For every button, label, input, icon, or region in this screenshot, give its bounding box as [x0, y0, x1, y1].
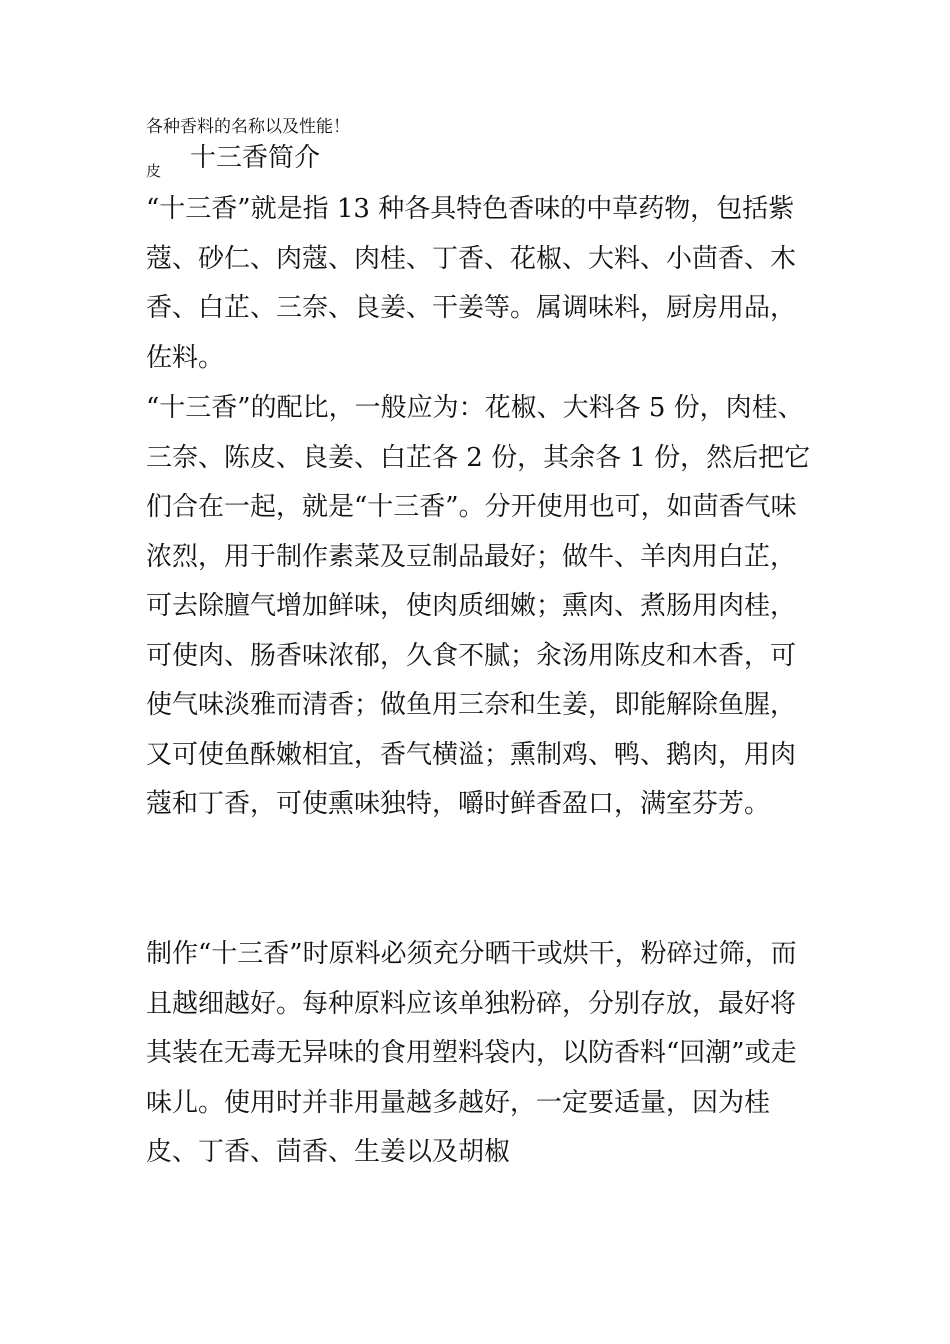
paragraph-intro: “十三香”就是指 13 种各具特色香味的中草药物，包括紫蔻、砂仁、肉蔻、肉桂、丁香、花椒、大料、小茴香、木香、白芷、三奈、良姜、干姜等。属调味料，厨房用品，佐料。 — [146, 194, 797, 373]
paragraph-ratio: “十三香”的配比，一般应为：花椒、大料各 5 份，肉桂、三奈、陈皮、良姜、白芷各 2 份，其余各 1 份，然后把它们合在一起，就是“十三香”。分开使用也可，如茴香气味浓烈，用于制作素菜及豆制品最好；做牛、羊肉用白芷，可去除膻气增加鲜味，使肉质细嫩；熏肉、煮肠用肉桂，可使肉、肠香味浓郁，久食不腻；汆汤用陈皮和木香，可使气味淡雅而清香；做鱼用三奈和生姜，即能解除鱼腥，又可使鱼酥嫩相宜，香气横溢；熏制鸡、鸭、鹅肉，用肉蔻和丁香，可使熏味独特，嚼时鲜香盈口，满室芬芳。 — [146, 393, 811, 819]
section-title: 十三香简介 — [190, 143, 321, 173]
paragraph-preparation: 制作“十三香”时原料必须充分晒干或烘干，粉碎过筛，而且越细越好。每种原料应该单独粉碎，分别存放，最好将其装在无毒无异味的食用塑料袋内，以防香料“回潮”或走味儿。使用时并非用量越多越好，一定要适量，因为桂皮、丁香、茴香、生姜以及胡椒 — [146, 939, 797, 1167]
document-title: 各种香料的名称以及性能！ — [146, 117, 350, 137]
stray-character: 皮 — [146, 162, 162, 180]
